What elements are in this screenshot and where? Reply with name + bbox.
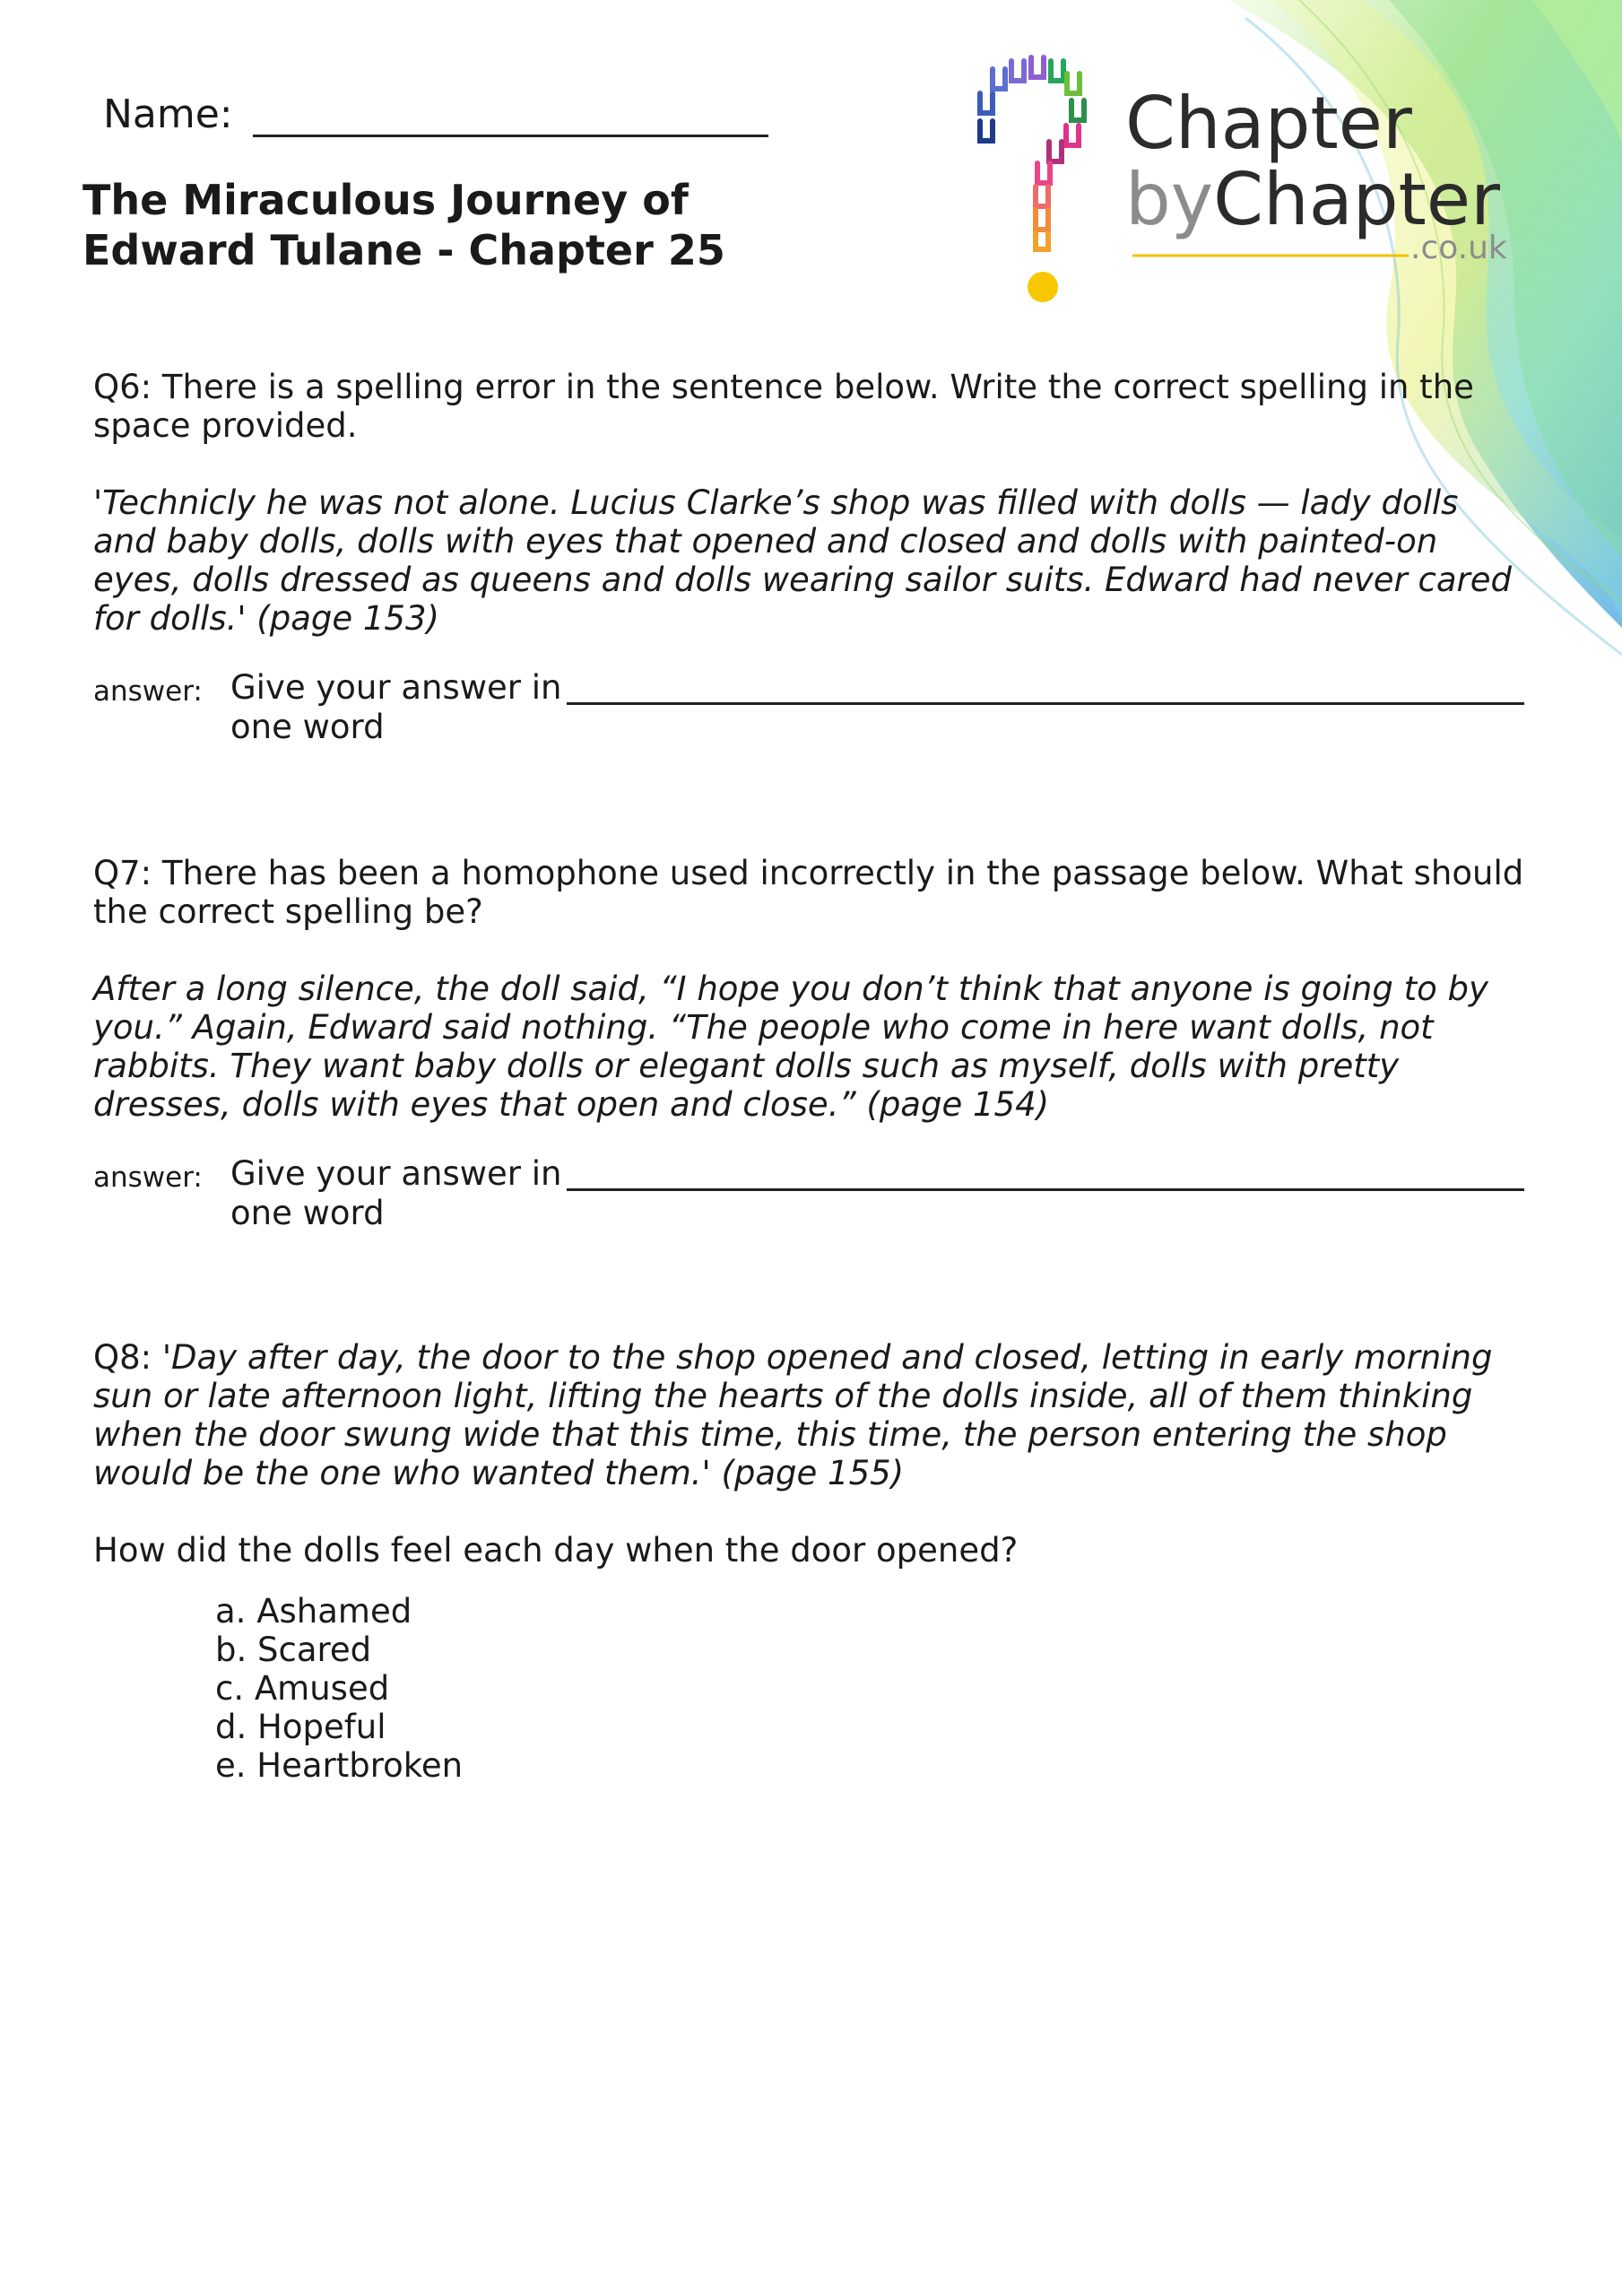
title-line-1: The Miraculous Journey of	[82, 176, 689, 224]
q7-quote: After a long silence, the doll said, “I hope you don’t think that anyone is going to by you.” Again, Edward said nothing. “The people who come in here want dolls, not rabbits. They want baby dolls or elegant dolls such as myself, dolls with pretty dresses, dolls with eyes that open and close.” (page 154)	[93, 970, 1488, 1124]
logo-word-chapter: Chapter	[1125, 82, 1412, 165]
name-label: Name:	[103, 91, 233, 137]
logo-book-arc-icon	[964, 54, 1538, 314]
q7-answer-row	[93, 1154, 562, 1233]
q7-answer-line[interactable]	[567, 1188, 1524, 1191]
q6-hint-line-1: Give your answer in	[230, 668, 562, 707]
q7-answer-hint	[230, 1154, 562, 1233]
q8-options	[215, 1592, 463, 1785]
q6-answer-line[interactable]	[567, 702, 1524, 705]
q8-question: How did the dolls feel each day when the door opened?	[93, 1531, 1019, 1570]
q7-prompt: Q7: There has been a homophone used incorrectly in the passage below. What should the correct spelling be?	[93, 854, 1524, 931]
q8-quote: 'Day after day, the door to the shop opened and closed, letting in early morning sun or late afternoon light, lifting the hearts of the dolls inside, all of them thinking when the door swung wide that this time, this time, the person entering the shop would be the one who wanted them.' (page 155)	[93, 1338, 1493, 1492]
q6-quote: 'Technicly he was not alone. Lucius Clarke’s shop was filled with dolls — lady dolls and baby dolls, dolls with eyes that opened and closed and dolls with painted-on eyes, dolls dressed as queens and dolls wearing sailor suits. Edward had never cared for dolls.' (page 153)	[93, 483, 1513, 638]
logo-dot-icon	[1028, 272, 1058, 302]
q8-option-d[interactable]: d. Hopeful	[215, 1708, 386, 1746]
question-8	[93, 1338, 1528, 1570]
question-7	[93, 854, 1528, 1124]
q6-prompt: Q6: There is a spelling error in the sentence below. Write the correct spelling in the space provided.	[93, 368, 1474, 445]
question-6	[93, 368, 1528, 638]
q7-hint-line-1: Give your answer in	[230, 1154, 562, 1193]
name-input-line[interactable]	[253, 90, 768, 137]
q6-answer-hint	[230, 668, 562, 747]
q6-answer-label: answer:	[93, 675, 203, 708]
title-line-2: Edward Tulane - Chapter 25	[82, 226, 725, 274]
q7-answer-label: answer:	[93, 1161, 203, 1194]
q8-option-c[interactable]: c. Amused	[215, 1669, 390, 1708]
q7-hint-line-2: one word	[230, 1194, 385, 1232]
worksheet-title	[82, 175, 889, 275]
q8-option-a[interactable]: a. Ashamed	[215, 1592, 412, 1631]
q6-hint-line-2: one word	[230, 708, 385, 746]
q8-option-e[interactable]: e. Heartbroken	[215, 1746, 464, 1785]
q8-passage	[93, 1338, 1528, 1492]
name-field	[103, 90, 768, 137]
logo-domain: .co.uk	[1410, 230, 1507, 266]
q6-answer-row	[93, 668, 562, 747]
q8-label: Q8:	[93, 1338, 162, 1377]
logo-word-bychapter: byChapter	[1125, 158, 1500, 241]
q8-option-b[interactable]: b. Scared	[215, 1631, 372, 1669]
chapter-by-chapter-logo	[964, 54, 1538, 314]
